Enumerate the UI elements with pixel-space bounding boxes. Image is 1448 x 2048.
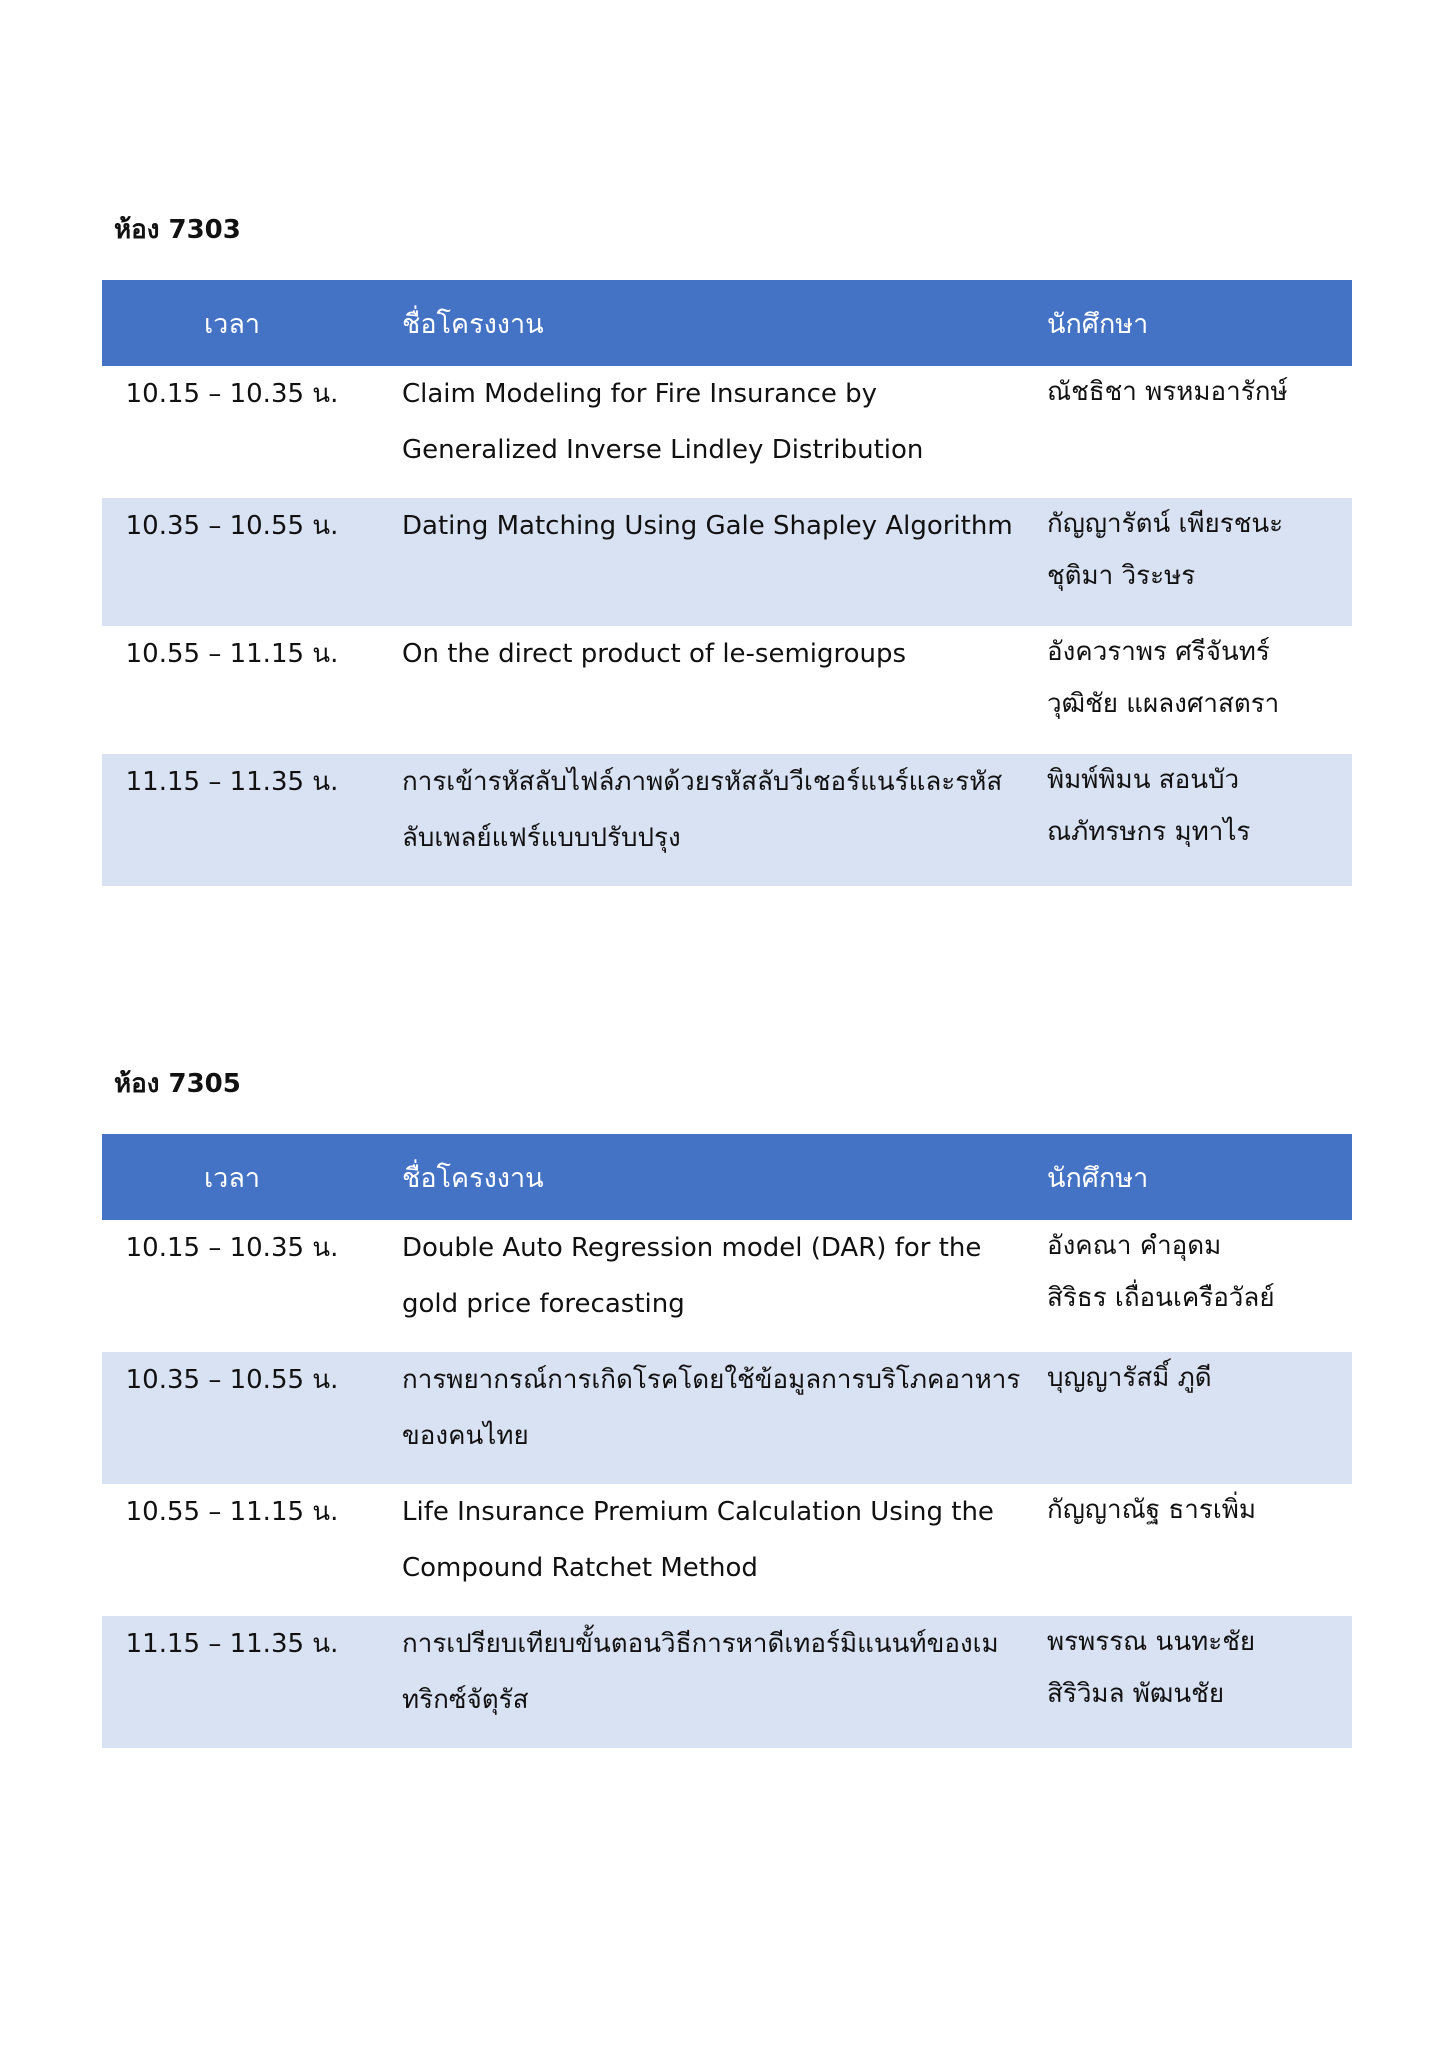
students-cell — [1032, 1484, 1352, 1616]
title-cell: การเข้ารหัสลับไฟล์ภาพด้วยรหัสลับวีเชอร์แนร์และรหัสลับเพลย์แฟร์แบบปรับปรุง — [402, 767, 1003, 853]
column-header-title: ชื่อโครงงาน — [402, 308, 544, 340]
student-name: อังคณา คำอุดม — [1047, 1231, 1222, 1261]
table-header — [102, 1134, 1352, 1220]
table-row — [102, 366, 1352, 498]
students-cell — [1032, 366, 1352, 498]
room-heading: ห้อง 7305 — [114, 1069, 241, 1099]
title-cell: การพยากรณ์การเกิดโรคโดยใช้ข้อมูลการบริโภคอาหารของคนไทย — [402, 1365, 1021, 1451]
schedule-table — [102, 280, 1352, 886]
title-cell: การเปรียบเทียบขั้นตอนวิธีการหาดีเทอร์มิแนนท์ของเมทริกซ์จัตุรัส — [402, 1629, 999, 1715]
column-header-title: ชื่อโครงงาน — [402, 1162, 544, 1194]
title-cell: Dating Matching Using Gale Shapley Algorithm — [402, 511, 1013, 541]
student-name: อังควราพร ศรีจันทร์ — [1047, 637, 1270, 667]
student-name: พิมพ์พิมน สอนบัว — [1047, 765, 1240, 795]
students-cell — [1032, 1616, 1352, 1748]
column-header-time: เวลา — [203, 1162, 261, 1194]
time-cell: 10.35 – 10.55 น. — [125, 1365, 339, 1395]
student-name: ณภัทรษกร มุทาไร — [1047, 817, 1251, 847]
student-name: สิริวิมล พัฒนชัย — [1047, 1679, 1225, 1709]
student-name: ณัชธิชา พรหมอารักษ์ — [1047, 377, 1288, 407]
column-header-time: เวลา — [203, 308, 261, 340]
table-row — [102, 626, 1352, 754]
students-cell — [1032, 626, 1352, 754]
student-name: สิริธร เถื่อนเครือวัลย์ — [1047, 1283, 1275, 1313]
table-header — [102, 280, 1352, 366]
student-name: กัญญาณัฐ ธารเพิ่ม — [1047, 1495, 1256, 1525]
student-name: บุญญารัสมิ์ ภูดี — [1047, 1363, 1212, 1393]
title-cell: Life Insurance Premium Calculation Using the Compound Ratchet Method — [402, 1497, 994, 1583]
students-cell — [1032, 498, 1352, 626]
time-cell: 10.15 – 10.35 น. — [125, 379, 339, 409]
student-name: วุฒิชัย แผลงศาสตรา — [1047, 689, 1280, 719]
student-name: พรพรรณ นนทะชัย — [1047, 1627, 1256, 1657]
title-cell: On the direct product of le-semigroups — [402, 639, 907, 669]
table-row — [102, 1616, 1352, 1748]
student-name: ชุติมา วิระษร — [1047, 561, 1196, 591]
title-cell: Claim Modeling for Fire Insurance by Generalized Inverse Lindley Distribution — [402, 379, 924, 465]
table-row — [102, 1484, 1352, 1616]
time-cell: 10.35 – 10.55 น. — [125, 511, 339, 541]
column-header-students: นักศึกษา — [1047, 308, 1149, 340]
time-cell: 10.55 – 11.15 น. — [125, 639, 339, 669]
time-cell: 11.15 – 11.35 น. — [125, 767, 339, 797]
table-row — [102, 1352, 1352, 1484]
title-cell: Double Auto Regression model (DAR) for the gold price forecasting — [402, 1233, 982, 1319]
student-name: กัญญารัตน์ เพียรชนะ — [1047, 509, 1284, 539]
time-cell: 10.55 – 11.15 น. — [125, 1497, 339, 1527]
table-row — [102, 1220, 1352, 1352]
students-cell — [1032, 754, 1352, 886]
table-row — [102, 754, 1352, 886]
students-cell — [1032, 1352, 1352, 1484]
time-cell: 11.15 – 11.35 น. — [125, 1629, 339, 1659]
time-cell: 10.15 – 10.35 น. — [125, 1233, 339, 1263]
room-heading: ห้อง 7303 — [114, 215, 241, 245]
table-row — [102, 498, 1352, 626]
schedule-table — [102, 1134, 1352, 1748]
students-cell — [1032, 1220, 1352, 1352]
column-header-students: นักศึกษา — [1047, 1162, 1149, 1194]
